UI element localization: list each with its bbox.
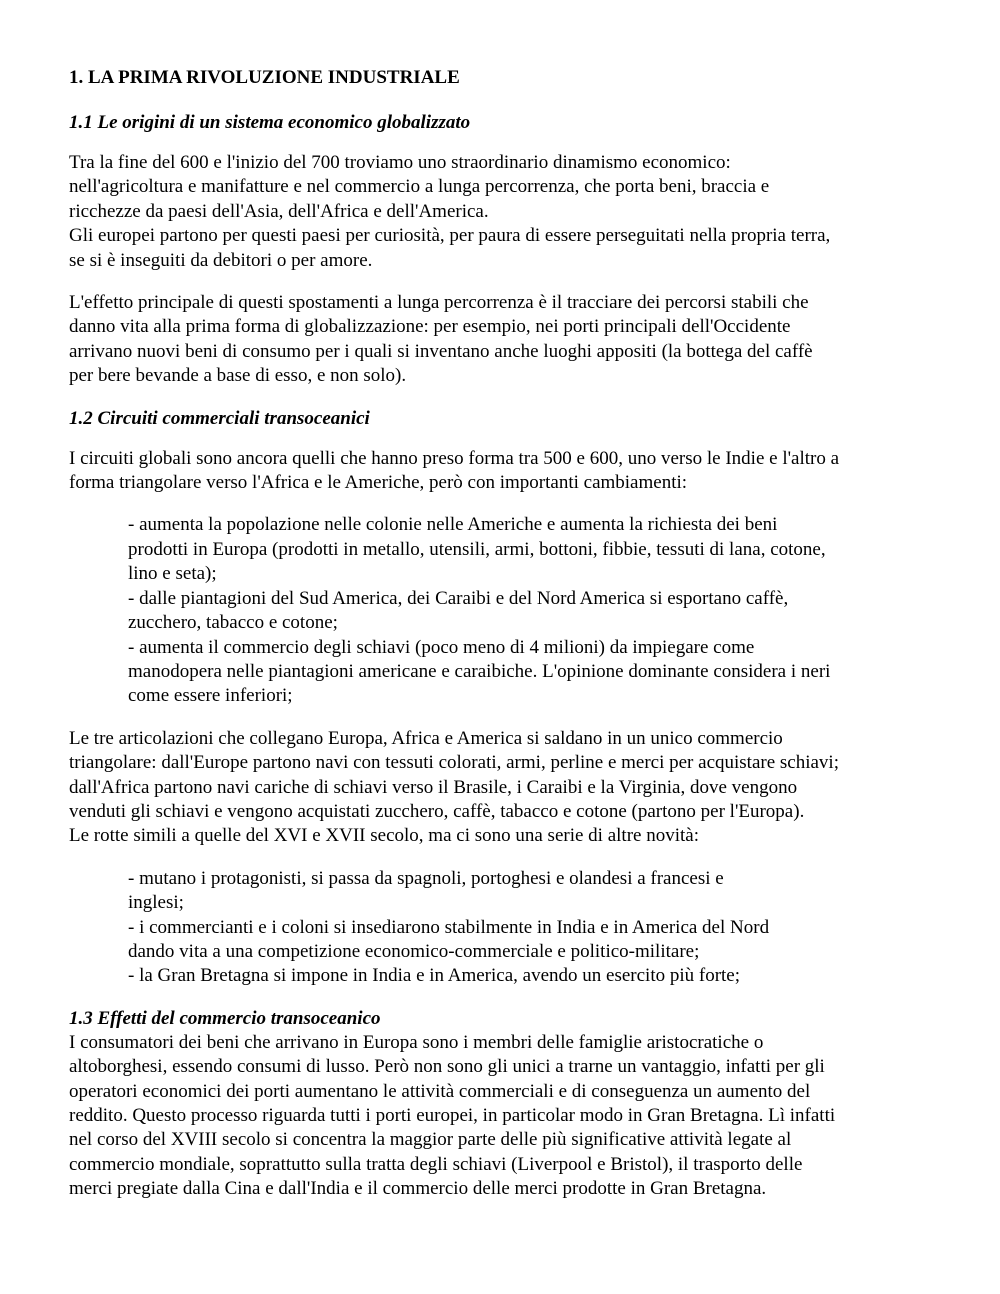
list-line: - dalle piantagioni del Sud America, dei Caraibi e del Nord America si esportano caffè,: [128, 587, 789, 609]
text-line: nel corso del XVIII secolo si concentra la maggior parte delle più significative attività legate al: [69, 1129, 792, 1151]
text-line: altoborghesi, essendo consumi di lusso. Però non sono gli unici a trarne un vantaggio, infatti per gli: [69, 1056, 825, 1078]
text-line: operatori economici dei porti aumentano le attività commerciali e di conseguenza un aumento del: [69, 1080, 811, 1102]
text-line: Gli europei partono per questi paesi per curiosità, per paura di essere perseguitati nella propria terra,: [69, 225, 831, 247]
list-line: lino e seta);: [128, 563, 217, 585]
section-heading: 1.1 Le origini di un sistema economico globalizzato: [69, 112, 471, 133]
text-line: per bere bevande a base di esso, e non solo).: [69, 365, 407, 387]
document-title: 1. LA PRIMA RIVOLUZIONE INDUSTRIALE: [69, 67, 460, 88]
text-line: arrivano nuovi beni di consumo per i quali si inventano anche luoghi appositi (la bottega del caffè: [69, 340, 813, 362]
text-line: venduti gli schiavi e vengono acquistati zucchero, caffè, tabacco e cotone (partono per l'Europa).: [69, 800, 805, 822]
list-line: dando vita a una competizione economico-commerciale e politico-militare;: [128, 940, 700, 962]
indented-list: [128, 513, 949, 708]
list-line: inglesi;: [128, 892, 184, 914]
text-line: I circuiti globali sono ancora quelli che hanno preso forma tra 500 e 600, uno verso le Indie e l'altro a: [69, 447, 840, 469]
text-line: forma triangolare verso l'Africa e le Americhe, però con importanti cambiamenti:: [69, 472, 688, 494]
text-line: dall'Africa partono navi cariche di schiavi verso il Brasile, i Caraibi e la Virginia, dove vengono: [69, 776, 798, 798]
indented-list: [128, 867, 949, 989]
section-heading: 1.3 Effetti del commercio transoceanico: [69, 1007, 381, 1029]
text-line: commercio mondiale, soprattutto sulla tratta degli schiavi (Liverpool e Bristol), il trasporto delle: [69, 1153, 803, 1175]
list-line: - i commercianti e i coloni si insediarono stabilmente in India e in America del Nord: [128, 916, 770, 938]
list-line: zucchero, tabacco e cotone;: [128, 612, 338, 634]
list-line: prodotti in Europa (prodotti in metallo, utensili, armi, bottoni, fibbie, tessuti di lana, cotone,: [128, 538, 826, 560]
text-line: se si è inseguiti da debitori o per amore.: [69, 249, 373, 271]
paragraph: [69, 1031, 949, 1202]
list-line: come essere inferiori;: [128, 685, 293, 707]
text-line: L'effetto principale di questi spostamenti a lunga percorrenza è il tracciare dei percorsi stabili che: [69, 292, 809, 314]
list-line: - aumenta la popolazione nelle colonie nelle Americhe e aumenta la richiesta dei beni: [128, 514, 778, 536]
list-line: - aumenta il commercio degli schiavi (poco meno di 4 milioni) da impiegare come: [128, 636, 755, 658]
text-line: ricchezze da paesi dell'Asia, dell'Africa e dell'America.: [69, 200, 489, 222]
list-line: - mutano i protagonisti, si passa da spagnoli, portoghesi e olandesi a francesi e: [128, 867, 724, 889]
text-line: triangolare: dall'Europe partono navi con tessuti colorati, armi, perline e merci per acquistare schiavi;: [69, 752, 839, 774]
list-line: - la Gran Bretagna si impone in India e in America, avendo un esercito più forte;: [128, 965, 741, 987]
text-line: Le rotte simili a quelle del XVI e XVII secolo, ma ci sono una serie di altre novità:: [69, 825, 699, 847]
text-line: I consumatori dei beni che arrivano in Europa sono i membri delle famiglie aristocratiche o: [69, 1031, 764, 1053]
paragraph: [69, 151, 949, 273]
document-page: [69, 66, 949, 1220]
text-line: Le tre articolazioni che collegano Europa, Africa e America si saldano in un unico commercio: [69, 727, 783, 749]
text-line: Tra la fine del 600 e l'inizio del 700 troviamo uno straordinario dinamismo economico:: [69, 152, 731, 173]
paragraph: [69, 291, 949, 389]
list-line: manodopera nelle piantagioni americane e caraibiche. L'opinione dominante considera i neri: [128, 660, 831, 682]
text-line: reddito. Questo processo riguarda tutti i porti europei, in particolar modo in Gran Bretagna. Lì infatti: [69, 1105, 836, 1126]
paragraph: [69, 447, 949, 496]
text-line: nell'agricoltura e manifatture e nel commercio a lunga percorrenza, che porta beni, braccia e: [69, 176, 770, 198]
text-line: merci pregiate dalla Cina e dall'India e il commercio delle merci prodotte in Gran Bretagna.: [69, 1178, 767, 1200]
paragraph: [69, 727, 949, 849]
section-heading: 1.2 Circuiti commerciali transoceanici: [69, 407, 370, 429]
text-line: danno vita alla prima forma di globalizzazione: per esempio, nei porti principali dell'Occidente: [69, 316, 791, 338]
